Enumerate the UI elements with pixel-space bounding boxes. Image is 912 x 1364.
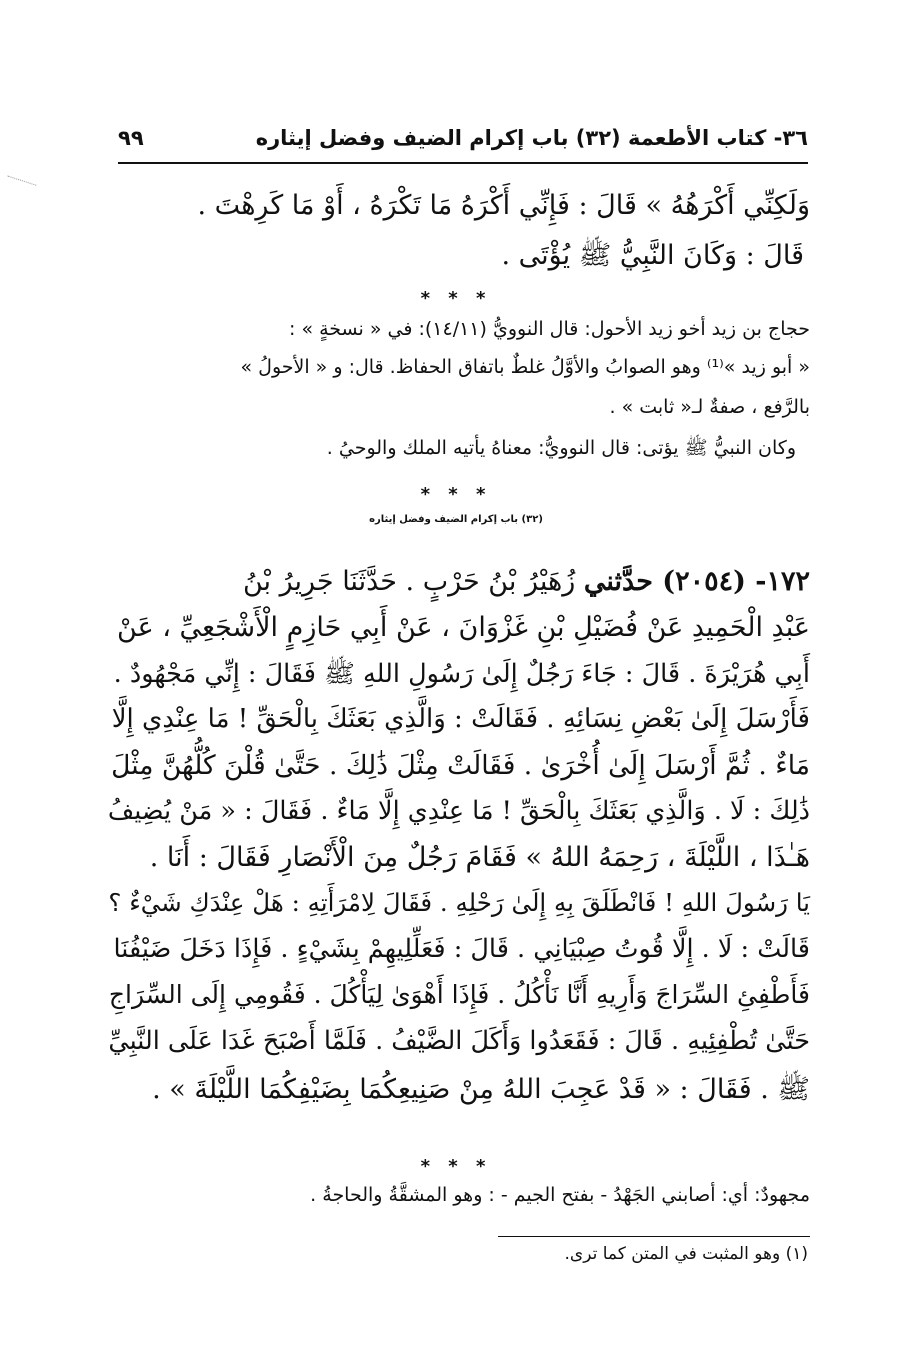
- separator-2: * * *: [420, 484, 492, 505]
- note-line-4: وكان النبيُّ ﷺ يؤتى: قال النوويُّ: معناهُ يأتيه الملك والوحيُ .: [326, 437, 796, 459]
- scan-mark: [6, 176, 37, 192]
- separator-1: * * *: [420, 288, 492, 309]
- note-bottom-line: مجهودٌ: أي: أصابني الجَهْدُ - بفتح الجيم - : وهو المشقَّةُ والحاجةُ .: [310, 1184, 810, 1206]
- verse-line-2: قَالَ : وَكَانَ النَّبِيُّ ﷺ يُؤْتَى .: [501, 240, 804, 271]
- note-line-3: بالرَّفع ، صفةٌ لـ« ثابت » .: [609, 396, 810, 418]
- hadith-number: ١٧٢- (٢٠٥٤) حدَّثني: [583, 566, 810, 597]
- note-line-1: حجاج بن زيد أخو زيد الأحول: قال النوويُّ (١٤/١١): في « نسخةٍ » :: [289, 318, 810, 340]
- verse-continuation: [120, 180, 810, 290]
- running-header: [118, 122, 808, 164]
- hadith-line-1-text: زُهَيْرُ بْنُ حَرْبٍ . حَدَّثَنَا جَرِيرُ بْنُ: [242, 566, 576, 597]
- chapter-heading: (٣٢) باب إكرام الضيف وفضل إيثاره: [369, 514, 543, 525]
- footnote-divider: [498, 1236, 810, 1237]
- hadith-line-10: فَأَطْفِئِ السِّرَاجَ وَأَرِيهِ أَنَّا نَأْكُلُ . فَإِذَا أَهْوَىٰ لِيَأْكُلَ . فَقُومِي إِلَى السِّرَاجِ: [108, 980, 810, 1009]
- verse-line-1: وَلَكِنِّي أَكْرَهُهُ » قَالَ : فَإِنِّي أَكْرَهُ مَا تَكْرَهُ ، أَوْ مَا كَرِهْتَ .: [197, 190, 810, 221]
- hadith-line-6: ذَٰلِكَ : لَا . وَالَّذِي بَعَثَكَ بِالْحَقِّ ! مَا عِنْدِي إِلَّا مَاءٌ . فَقَالَ : « مَنْ يُضِيفُ: [107, 796, 810, 826]
- separator-3: * * *: [420, 1156, 492, 1177]
- note-line-2: « أبو زيد »⁽¹⁾ وهو الصوابُ والأوَّلُ غلطٌ باتفاق الحفاظ. قال: و « الأحولُ »: [240, 356, 810, 378]
- hadith-line-7: هَـٰذَا ، اللَّيْلَةَ ، رَحِمَهُ اللهُ » فَقَامَ رَجُلٌ مِنَ الْأَنْصَارِ فَقَالَ : أَنَا .: [149, 842, 810, 873]
- hadith-line-8: يَا رَسُولَ اللهِ ! فَانْطَلَقَ بِهِ إِلَىٰ رَحْلِهِ . فَقَالَ لِامْرَأَتِهِ : هَلْ عِنْدَكِ شَيْءٌ ؟: [108, 888, 810, 917]
- hadith-line-9: قَالَتْ : لَا . إِلَّا قُوتُ صِبْيَانِي . قَالَ : فَعَلِّلِيهِمْ بِشَيْءٍ . فَإِذَا دَخَلَ ضَيْفُنَا: [113, 934, 810, 964]
- footnote: (١) وهو المثبت في المتن كما ترى.: [564, 1244, 808, 1264]
- hadith-line-5: مَاءٌ . ثُمَّ أَرْسَلَ إِلَىٰ أُخْرَىٰ . فَقَالَتْ مِثْلَ ذَٰلِكَ . حَتَّىٰ قُلْنَ كُلُّهُنَّ مِثْلَ: [111, 750, 810, 781]
- hadith-line-12: ﷺ . فَقَالَ : « قَدْ عَجِبَ اللهُ مِنْ صَنِيعِكُمَا بِضَيْفِكُمَا اللَّيْلَةَ » .: [152, 1074, 810, 1105]
- header-title: ٣٦- كتاب الأطعمة (٣٢) باب إكرام الضيف وفضل إيثاره: [255, 126, 808, 150]
- hadith-line-1: [243, 566, 810, 597]
- hadith-line-2: عَبْدِ الْحَمِيدِ عَنْ فُضَيْلِ بْنِ غَزْوَانَ ، عَنْ أَبِي حَازِمٍ الْأَشْجَعِيِّ ، عَنْ: [117, 612, 810, 643]
- hadith-line-4: فَأَرْسَلَ إِلَىٰ بَعْضِ نِسَائِهِ . فَقَالَتْ : وَالَّذِي بَعَثَكَ بِالْحَقِّ ! مَا عِنْدِي إِلَّا: [111, 704, 810, 734]
- page-number: ٩٩: [118, 126, 144, 150]
- hadith-line-11: حَتَّىٰ تُطْفِئِيهِ . قَالَ : فَقَعَدُوا وَأَكَلَ الضَّيْفُ . فَلَمَّا أَصْبَحَ غَدَا عَلَى النَّبِيِّ: [108, 1026, 810, 1056]
- hadith-line-3: أَبِي هُرَيْرَةَ . قَالَ : جَاءَ رَجُلٌ إِلَىٰ رَسُولِ اللهِ ﷺ فَقَالَ : إِنِّي مَجْهُودٌ .: [113, 659, 810, 689]
- commentary-bottom: [120, 1180, 810, 1220]
- hadith-text: [108, 562, 810, 1162]
- commentary-top: [120, 312, 810, 482]
